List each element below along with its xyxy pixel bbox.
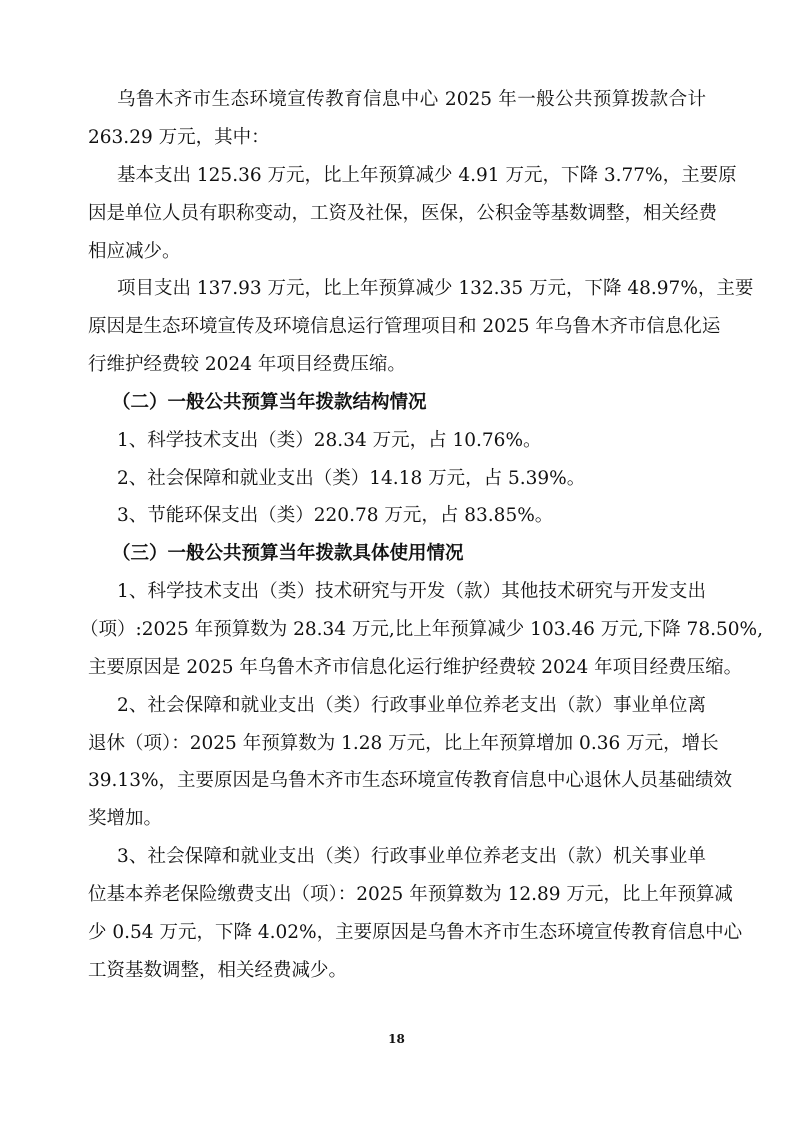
section-3-heading: （三）一般公共预算当年拨款具体使用情况 <box>112 543 464 564</box>
paragraph-1-line-2: 263.29 万元，其中： <box>88 127 270 148</box>
section-2-item-3: 3、节能环保支出（类）220.78 万元，占 83.85%。 <box>117 505 554 526</box>
section-3-item-3-line-1: 3、社会保障和就业支出（类）行政事业单位养老支出（款）机关事业单 <box>117 846 706 867</box>
section-3-item-2-line-4: 奖增加。 <box>88 808 163 829</box>
paragraph-3-line-1: 项目支出 137.93 万元，比上年预算减少 132.35 万元，下降 48.97%，主要 <box>117 278 754 299</box>
paragraph-3-line-3: 行维护经费较 2024 年项目经费压缩。 <box>88 354 406 375</box>
section-3-item-2-line-3: 39.13%，主要原因是乌鲁木齐市生态环境宣传教育信息中心退休人员基础绩效 <box>88 770 733 791</box>
section-2-item-2: 2、社会保障和就业支出（类）14.18 万元，占 5.39%。 <box>117 468 586 489</box>
paragraph-2-line-1: 基本支出 125.36 万元，比上年预算减少 4.91 万元，下降 3.77%，主要原 <box>117 165 737 186</box>
section-3-item-3-line-3: 少 0.54 万元，下降 4.02%，主要原因是乌鲁木齐市生态环境宣传教育信息中心 <box>88 922 743 943</box>
paragraph-2-line-3: 相应减少。 <box>88 241 181 262</box>
section-3-item-1-line-2: （项）:2025 年预算数为 28.34 万元,比上年预算减少 103.46 万元,下降 78.50%, <box>80 619 763 640</box>
paragraph-2-line-2: 因是单位人员有职称变动，工资及社保，医保，公积金等基数调整，相关经费 <box>88 203 718 224</box>
section-3-item-2-line-2: 退休（项）：2025 年预算数为 1.28 万元，比上年预算增加 0.36 万元，增长 <box>88 733 719 754</box>
paragraph-1-line-1: 乌鲁木齐市生态环境宣传教育信息中心 2025 年一般公共预算拨款合计 <box>117 89 706 110</box>
section-2-heading: （二）一般公共预算当年拨款结构情况 <box>112 392 427 413</box>
section-3-item-1-line-1: 1、科学技术支出（类）技术研究与开发（款）其他技术研究与开发支出 <box>117 581 706 602</box>
section-3-item-2-line-1: 2、社会保障和就业支出（类）行政事业单位养老支出（款）事业单位离 <box>117 695 706 716</box>
section-2-item-1: 1、科学技术支出（类）28.34 万元，占 10.76%。 <box>117 430 542 451</box>
section-3-item-3-line-4: 工资基数调整，相关经费减少。 <box>88 960 348 981</box>
page-number: 18 <box>388 1032 405 1046</box>
section-3-item-1-line-3: 主要原因是 2025 年乌鲁木齐市信息化运行维护经费较 2024 年项目经费压缩。 <box>88 657 743 678</box>
paragraph-3-line-2: 原因是生态环境宣传及环境信息运行管理项目和 2025 年乌鲁木齐市信息化运 <box>88 316 721 337</box>
section-3-item-3-line-2: 位基本养老保险缴费支出（项）：2025 年预算数为 12.89 万元，比上年预算减 <box>88 884 733 905</box>
